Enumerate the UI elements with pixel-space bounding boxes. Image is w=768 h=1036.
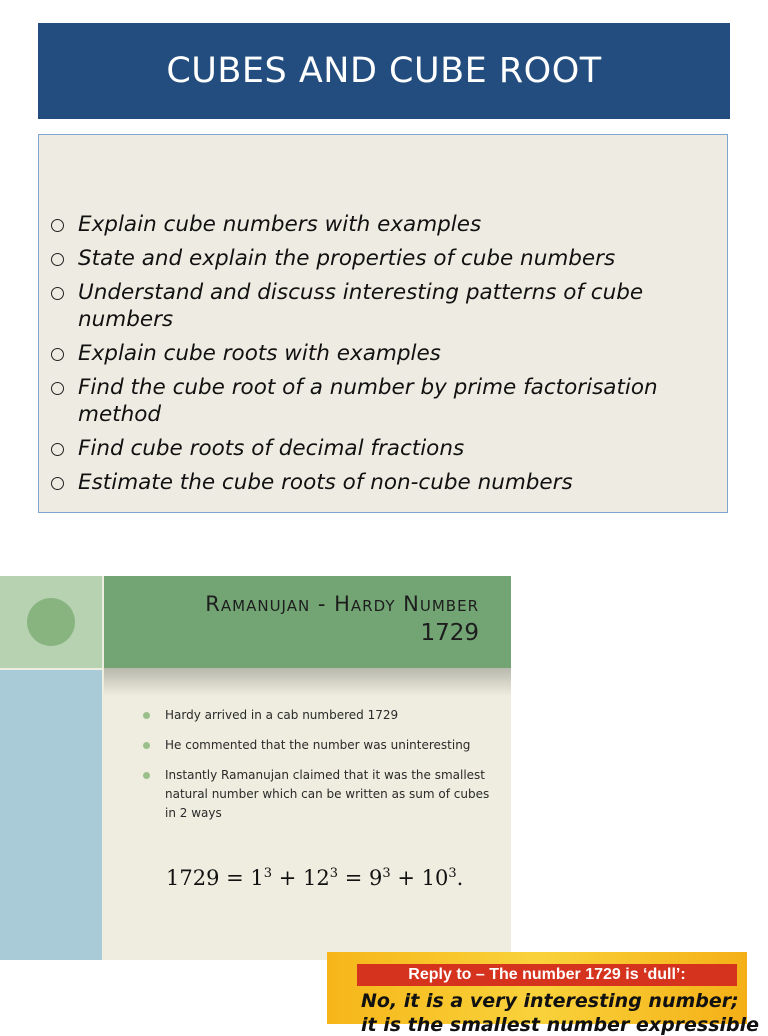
- slide-header: [104, 576, 511, 668]
- objectives-panel: [38, 134, 728, 513]
- eq-base: 9: [368, 866, 383, 890]
- eq-exponent: 3: [448, 866, 457, 881]
- eq-base: 10: [421, 866, 449, 890]
- eq-plus: +: [390, 866, 422, 890]
- circle-bullet-icon: [51, 443, 64, 456]
- slide-point-text: He commented that the number was uninteresting: [165, 738, 471, 752]
- eq-exponent: 3: [382, 866, 391, 881]
- slide-sidebar: [0, 670, 102, 960]
- eq-lhs: 1729: [166, 866, 220, 890]
- quote-card: [327, 952, 760, 1036]
- ramanujan-slide: [0, 576, 511, 960]
- circle-bullet-icon: [51, 253, 64, 266]
- circle-bullet-icon: [51, 219, 64, 232]
- slide-point-text: Hardy arrived in a cab numbered 1729: [165, 708, 399, 722]
- eq-plus: +: [272, 866, 304, 890]
- dot-bullet-icon: [143, 712, 150, 719]
- quote-card-header: Reply to – The number 1729 is ‘dull’:: [357, 964, 737, 986]
- page-title: CUBES AND CUBE ROOT: [166, 51, 602, 91]
- title-banner: [38, 23, 730, 119]
- list-item: [49, 245, 725, 272]
- circle-bullet-icon: [51, 477, 64, 490]
- list-item: [49, 374, 725, 428]
- slide-bullet-list: [143, 706, 493, 834]
- list-item: [49, 279, 725, 333]
- list-item: [49, 469, 725, 496]
- list-item: [143, 736, 493, 755]
- objective-text: Find cube roots of decimal fractions: [78, 436, 465, 461]
- list-item: [49, 435, 725, 462]
- list-item: [143, 706, 493, 725]
- slide-title-number: 1729: [420, 620, 479, 646]
- objective-text: State and explain the properties of cube numbers: [78, 246, 616, 271]
- slide-title: Ramanujan - Hardy Number: [205, 592, 479, 616]
- eq-base: 12: [303, 866, 330, 890]
- objective-text: Explain cube roots with examples: [78, 341, 441, 366]
- eq-sign: =: [219, 866, 251, 890]
- list-item: [49, 340, 725, 367]
- eq-exponent: 3: [329, 866, 339, 881]
- eq-base: 1: [250, 866, 264, 890]
- decorative-circle-icon: [27, 598, 75, 646]
- slide-header-shadow: [104, 668, 511, 696]
- eq-end: .: [456, 866, 464, 890]
- dot-bullet-icon: [143, 772, 150, 779]
- circle-bullet-icon: [51, 287, 64, 300]
- list-item: [143, 766, 493, 823]
- taxicab-equation: [166, 866, 463, 890]
- slide-corner-block: [0, 576, 102, 668]
- objectives-list: [49, 211, 725, 503]
- objective-text: Explain cube numbers with examples: [78, 212, 482, 237]
- objective-text: Find the cube root of a number by prime factorisation method: [78, 375, 658, 427]
- quote-card-text: it is the smallest number expressible: [361, 1014, 760, 1036]
- circle-bullet-icon: [51, 382, 64, 395]
- quote-card-text: No, it is a very interesting number;: [361, 990, 739, 1012]
- slide-point-text: Instantly Ramanujan claimed that it was the smallest natural number which can be written as sum of cubes in 2 ways: [165, 768, 490, 820]
- objective-text: Estimate the cube roots of non-cube numbers: [78, 470, 573, 495]
- eq-exponent: 3: [263, 866, 273, 881]
- list-item: [49, 211, 725, 238]
- objective-text: Understand and discuss interesting patterns of cube numbers: [78, 280, 644, 332]
- dot-bullet-icon: [143, 742, 150, 749]
- eq-sign: =: [338, 866, 369, 890]
- circle-bullet-icon: [51, 348, 64, 361]
